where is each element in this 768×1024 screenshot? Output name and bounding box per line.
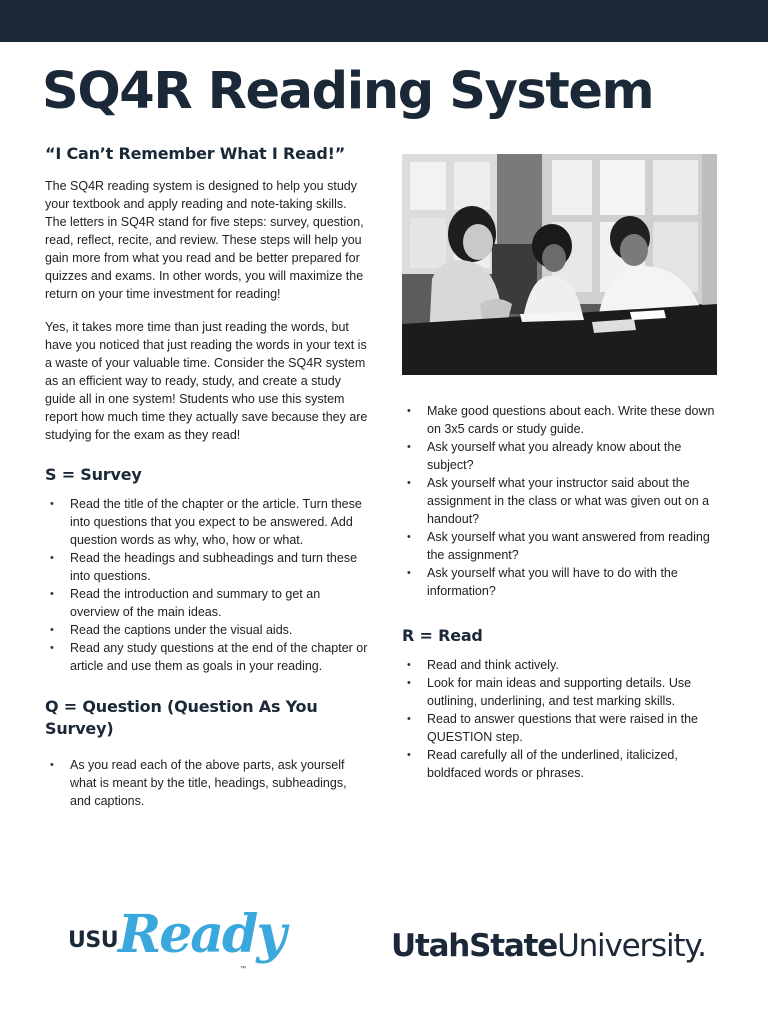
survey-list [45, 495, 370, 675]
list-item: • Read the introduction and summary to get an overview of the main ideas. [45, 585, 370, 621]
read-heading: R = Read [402, 626, 483, 645]
logo-period: . [697, 928, 706, 964]
list-item: • Read any study questions at the end of the chapter or article and use them as goals in your reading. [45, 639, 370, 675]
utah-state-wordmark: UtahState [391, 928, 558, 964]
trademark-symbol: ™ [240, 966, 246, 972]
right-column [402, 402, 720, 782]
students-photo-illustration [402, 154, 717, 375]
top-banner [0, 0, 768, 42]
read-list [402, 656, 720, 782]
question-heading: Q = Question (Question As You Survey) [45, 697, 318, 738]
list-item: • Read the headings and subheadings and turn these into questions. [45, 549, 370, 585]
list-item: • Ask yourself what you already know about the subject? [402, 438, 720, 474]
intro-paragraph: Yes, it takes more time than just reading the words, but have you noticed that just reading the words in your text is a waste of your valuable time. Consider the SQ4R system as an efficient way to ready, study, and create a study guide all in one system! Students who use this system report how much time they actually save because they are studying for the exam as they read! [45, 320, 368, 442]
left-column [45, 143, 370, 810]
list-item: • Ask yourself what you want answered from reading the assignment? [402, 528, 720, 564]
list-item: • Read the title of the chapter or the article. Turn these into questions that you expect to be answered. Add question words as why, who, how or what. [45, 495, 370, 549]
list-item: • Read to answer questions that were raised in the QUESTION step. [402, 710, 720, 746]
list-item: • Look for main ideas and supporting details. Use outlining, underlining, and test marking skills. [402, 674, 720, 710]
list-item: • Read and think actively. [402, 656, 720, 674]
ready-logo-script: Ready [118, 904, 285, 965]
question-list [45, 756, 370, 810]
question-section [45, 696, 370, 810]
read-section [402, 625, 720, 782]
list-item: • Read the captions under the visual aids. [45, 621, 370, 639]
intro-heading: “I Can’t Remember What I Read!” [45, 144, 346, 163]
usu-logo-prefix: USU [68, 928, 119, 953]
students-studying-photo [402, 154, 717, 375]
page-title: SQ4R Reading System [42, 62, 654, 121]
list-item: • Ask yourself what you will have to do with the information? [402, 564, 720, 600]
usu-ready-logo [68, 904, 285, 988]
list-item: • Make good questions about each. Write these down on 3x5 cards or study guide. [402, 402, 720, 438]
question-continued-list [402, 402, 720, 600]
survey-heading: S = Survey [45, 465, 142, 484]
survey-section [45, 464, 370, 675]
university-wordmark: University [557, 928, 698, 964]
list-item: • As you read each of the above parts, ask yourself what is meant by the title, headings, subheadings, and captions. [45, 756, 370, 810]
utah-state-university-logo [391, 928, 706, 964]
intro-paragraph: The SQ4R reading system is designed to help you study your textbook and apply reading and note-taking skills. The letters in SQ4R stand for five steps: survey, question, read, reflect, recite, and review. These steps will help you gain more from what you read and be better prepared for quizzes and exams. In other words, you will maximize the return on your time investment for reading! [45, 179, 364, 301]
list-item: • Ask yourself what your instructor said about the assignment in the class or what was given out on a handout? [402, 474, 720, 528]
list-item: • Read carefully all of the underlined, italicized, boldfaced words or phrases. [402, 746, 720, 782]
